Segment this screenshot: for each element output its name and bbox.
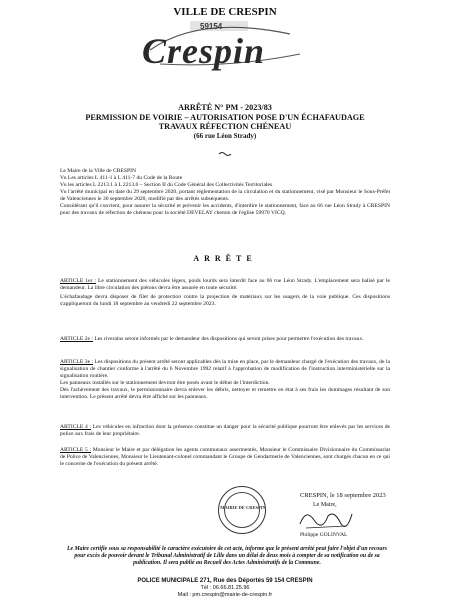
- article-3-text2: Les panneaux installés sur le stationnement devront être posés avant le début de l'interdiction.: [60, 380, 270, 386]
- article-3: [60, 359, 390, 401]
- article-5-text: Monsieur le Maire et par délégation les agents communaux assermentés, Monsieur le Commissaire Divisionnaire du Commissariat de Police de Valenciennes, Monsieur le Lieutenant-colonel commandant le Groupe de Gendarmerie de Valenciennes, sont chargés chacun en ce qui le concerne de l'exécution du présent arrêté.: [60, 447, 390, 467]
- article-1-label: ARTICLE 1er :: [60, 278, 96, 284]
- article-4-label: ARTICLE 4 :: [60, 424, 92, 430]
- footer-address: POLICE MUNICIPALE 271, Rue des Déportés 59 154 CRESPIN: [137, 578, 313, 584]
- article-3-text3: Dès l'achèvement des travaux, le permissionnaire devra enlever les débris, nettoyer et remettre en état à ses frais les dommages résultant de son intervention. Le présent arrêté devra être affiché sur les panneaux.: [60, 387, 390, 400]
- article-5-label: ARTICLE 5 :: [60, 447, 92, 453]
- town-name: VILLE DE CRESPIN: [173, 6, 277, 18]
- article-5: [60, 447, 390, 468]
- permission-title: PERMISSION DE VOIRIE – AUTORISATION POSE D'UN ÉCHAFAUDAGE: [85, 112, 365, 122]
- crespin-logo: [140, 20, 310, 71]
- preamble-line: Le Maire de la Ville de CRESPIN: [60, 168, 136, 174]
- ornament-icon: [0, 151, 450, 159]
- title-block: [20, 103, 430, 141]
- stamp-text: MAIRIE DE CRESPIN: [220, 505, 266, 510]
- mairie-stamp: [218, 486, 266, 534]
- preamble-line: Vu Les articles L 411-1 à L 411-7 du Code de la Route: [60, 175, 183, 181]
- place-date: CRESPIN, le 18 septembre 2023: [300, 492, 386, 499]
- article-1: [60, 278, 390, 308]
- article-4-text: Les véhicules en infraction dont la présence constitue un danger pour la sécurité publique pourront être enlevés par les services de police aux frais de leur propriétaire.: [60, 424, 390, 437]
- article-1-text: Le stationnement des véhicules légers, poids lourds sera interdit face au 66 rue Léon Strady. L'emplacement sera balisé par le demandeur. La libre circulation des piétons devra être assurée en toute sécurité.: [60, 278, 390, 291]
- address-line: (66 rue Léon Strady): [193, 131, 257, 140]
- preamble-line: Considérant qu'il convient, pour assurer la sécurité et prévenir les accidents, d'interdire le stationnement, face au 66 rue Léon Strady à CRESPIN pour des travaux de réfection de chéneau pour la société DEVELAY chemin de l'église 59970 VICQ.: [60, 203, 390, 216]
- article-4: [60, 424, 390, 438]
- mayor-name: Philippe GOLINVAL: [300, 532, 348, 538]
- preamble: [60, 168, 390, 217]
- article-2-label: ARTICLE 2e :: [60, 336, 93, 342]
- logo-word: Crespin: [142, 31, 266, 71]
- article-2: [60, 336, 390, 343]
- arrete-number: ARRÊTÉ N° PM - 2023/83: [178, 103, 272, 112]
- stamp-inner-ring: [224, 492, 260, 528]
- preamble-line: Vu les articles L 2213.1 à L 2213.6 – Section II du Code Général des Collectivités Territoriales: [60, 182, 273, 188]
- article-2-text: Les riverains seront informés par le demandeur des dispositions qui seront prises pour permettre l'exécution des travaux.: [92, 336, 364, 342]
- article-3-label: ARTICLE 3e :: [60, 359, 94, 365]
- signature-icon: [296, 506, 356, 532]
- mayor-label: Le Maire,: [313, 502, 337, 508]
- preamble-line: Vu l'arrêté municipal en date du 29 septembre 2020, portant réglementation de la circulation et du stationnement, visé par Monsieur le Sous-Préfet de Valenciennes le 30 septembre 2020, modifié par des arrêtés subséquents.: [60, 189, 390, 202]
- footer-email: Mail : pm.crespin@mairie-de-crespin.fr: [177, 592, 273, 598]
- arrete-heading: ARRÊTE: [193, 254, 257, 263]
- article-3-text: Les dispositions du présent arrêté seront applicables dès la mise en place, par le demandeur chargé de l'exécution des travaux, de la signalisation de chantier conforme à l'arrêté du 6 Novembre 1992 relatif à l'approbation de modification de l'instruction interministérielle sur la signalisation routière.: [60, 359, 390, 379]
- works-title: TRAVAUX RÉFECTION CHÉNEAU: [158, 122, 292, 131]
- legal-notice: Le Maire certifie sous sa responsabilité le caractère exécutoire de cet acte, informe que le présent arrêté peut faire l'objet d'un recours pour excès de pouvoir devant le Tribunal Administratif de Lille dans un délai de deux mois à compter de sa notification ou de sa publication. Il sera publié au Recueil des Actes Administratifs de la Commune.: [66, 546, 388, 566]
- article-1-text2: L'échafaudage devra disposer de filet de protection contre la projection de matériaux sur les usagers de la voie publique. Ces dispositions s'appliqueront du lundi 18 septembre au vendredi 22 septembre 2023.: [60, 294, 390, 307]
- logo-postal-code: 59154: [200, 22, 223, 31]
- footer-phone: Tél : 06.66.81.25.96: [200, 585, 250, 591]
